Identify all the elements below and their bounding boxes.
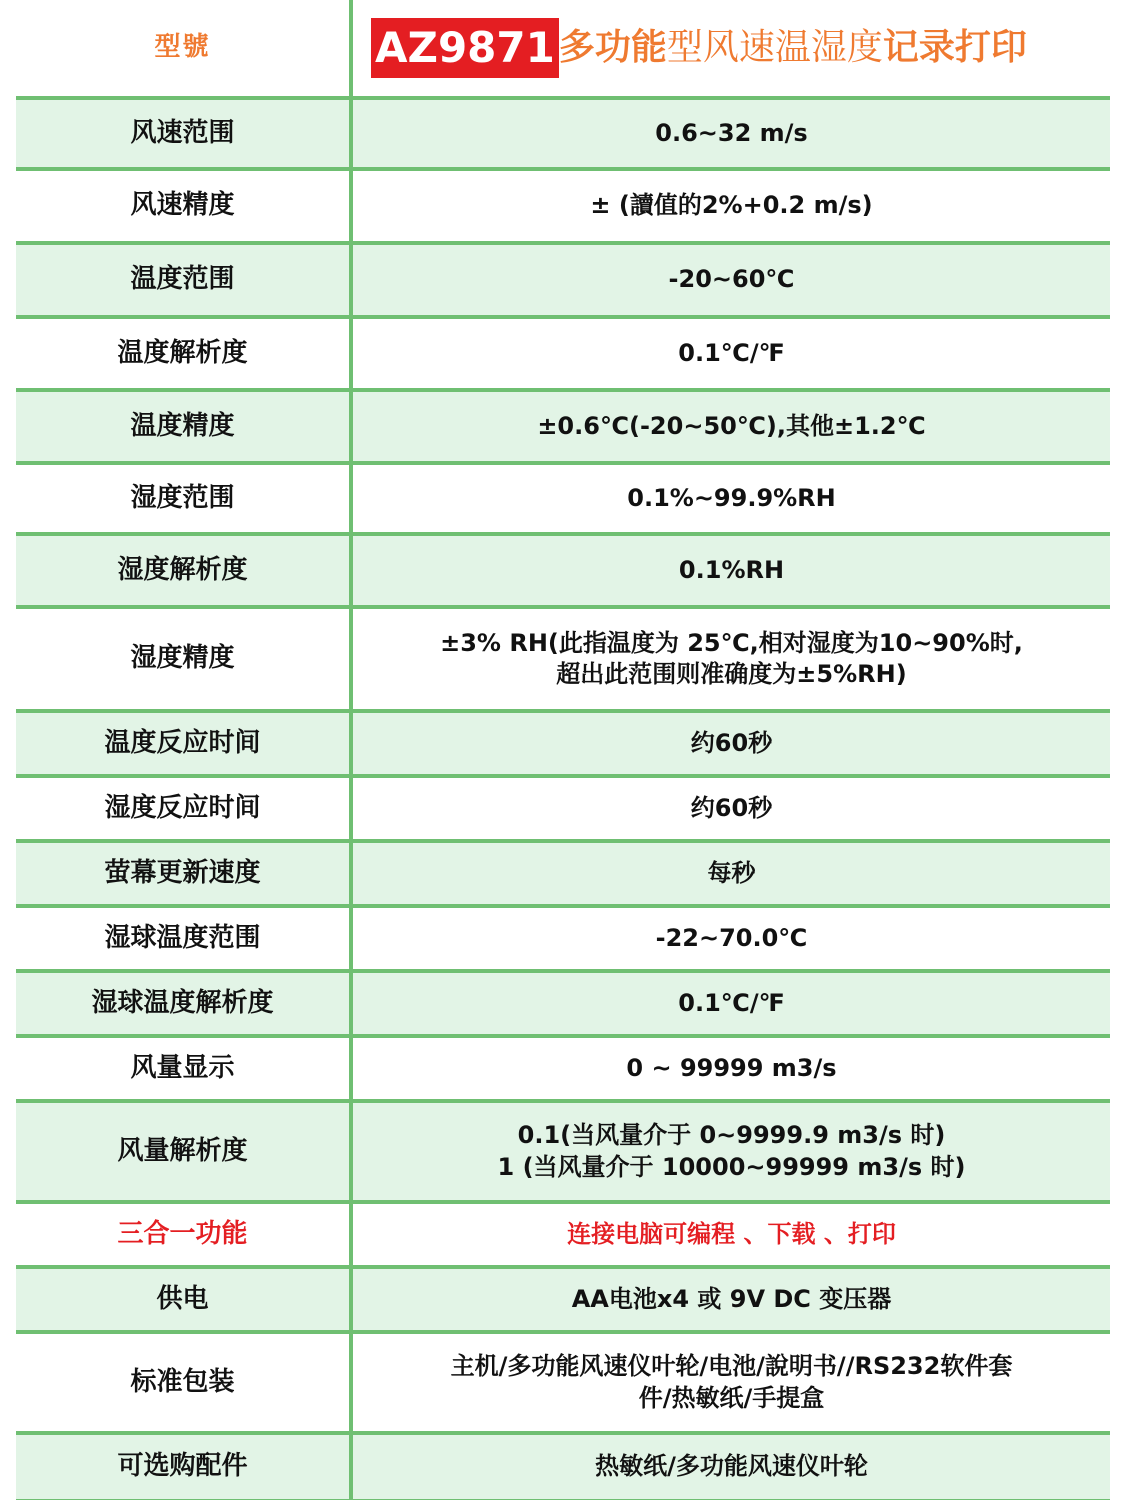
spec-value: -22~70.0℃ xyxy=(353,908,1110,969)
spec-value xyxy=(353,1103,1110,1200)
spec-value: 连接电脑可编程 、下载 、打印 xyxy=(353,1204,1110,1265)
spec-label: 风速精度 xyxy=(16,171,353,241)
spec-label: 风量显示 xyxy=(16,1038,353,1099)
spec-value xyxy=(353,609,1110,709)
spec-label: 温度范围 xyxy=(16,245,353,315)
spec-value-line: 超出此范围则准确度为±5%RH) xyxy=(556,660,907,688)
table-row xyxy=(16,778,1110,839)
table-row xyxy=(16,319,1110,388)
spec-label: 风量解析度 xyxy=(16,1103,353,1200)
table-row xyxy=(16,245,1110,315)
table-row xyxy=(16,171,1110,241)
spec-value: 0.1%~99.9%RH xyxy=(353,465,1110,532)
spec-label: 湿球温度范围 xyxy=(16,908,353,969)
spec-label: 温度反应时间 xyxy=(16,713,353,774)
spec-label: 湿度反应时间 xyxy=(16,778,353,839)
spec-label: 风速范围 xyxy=(16,100,353,167)
spec-label: 供电 xyxy=(16,1269,353,1330)
spec-value: 0 ~ 99999 m3/s xyxy=(353,1038,1110,1099)
spec-label: 温度解析度 xyxy=(16,319,353,388)
spec-table xyxy=(16,0,1110,1503)
spec-label: 湿度范围 xyxy=(16,465,353,532)
table-row xyxy=(16,1038,1110,1099)
spec-label: 萤幕更新速度 xyxy=(16,843,353,904)
spec-label: 湿度解析度 xyxy=(16,536,353,605)
product-title xyxy=(353,0,1110,96)
table-row xyxy=(16,843,1110,904)
table-row xyxy=(16,1269,1110,1330)
model-number-badge: AZ9871 xyxy=(371,18,559,79)
spec-value: ± (讀值的2%+0.2 m/s) xyxy=(353,171,1110,241)
table-row xyxy=(16,1103,1110,1200)
title-part-3: 记录打印 xyxy=(882,26,1027,68)
title-part-2: 型风速温湿度 xyxy=(666,26,883,68)
spec-value-line: 主机/多功能风速仪叶轮/电池/說明书//RS232软件套 xyxy=(450,1352,1013,1381)
spec-value-line: 0.1(当风量介于 0~9999.9 m3/s 时) xyxy=(517,1121,946,1150)
spec-label: 湿球温度解析度 xyxy=(16,973,353,1034)
table-row xyxy=(16,1334,1110,1431)
spec-value: 0.1℃/℉ xyxy=(353,319,1110,388)
spec-value: 0.1℃/℉ xyxy=(353,973,1110,1034)
table-row xyxy=(16,908,1110,969)
model-heading: 型號 xyxy=(16,0,353,96)
spec-value-line: 1 (当风量介于 10000~99999 m3/s 时) xyxy=(497,1152,966,1181)
spec-label: 温度精度 xyxy=(16,392,353,461)
spec-label: 湿度精度 xyxy=(16,609,353,709)
spec-value: 每秒 xyxy=(353,843,1110,904)
table-row xyxy=(16,100,1110,167)
spec-value: 0.1%RH xyxy=(353,536,1110,605)
table-row xyxy=(16,536,1110,605)
spec-value xyxy=(353,1334,1110,1431)
table-row xyxy=(16,392,1110,461)
spec-value: AA电池x4 或 9V DC 变压器 xyxy=(353,1269,1110,1330)
table-row xyxy=(16,973,1110,1034)
title-part-1: 多功能 xyxy=(558,26,667,68)
spec-value: 约60秒 xyxy=(353,713,1110,774)
spec-value: 约60秒 xyxy=(353,778,1110,839)
spec-label: 可选购配件 xyxy=(16,1435,353,1499)
table-header xyxy=(16,0,1110,96)
spec-value: 热敏纸/多功能风速仪叶轮 xyxy=(353,1435,1110,1499)
table-row xyxy=(16,609,1110,709)
table-row xyxy=(16,465,1110,532)
spec-value: 0.6~32 m/s xyxy=(353,100,1110,167)
spec-label: 标准包装 xyxy=(16,1334,353,1431)
table-row-highlight xyxy=(16,1204,1110,1265)
spec-value: ±0.6℃(-20~50℃),其他±1.2℃ xyxy=(353,392,1110,461)
spec-sheet xyxy=(16,0,1110,1500)
spec-label: 三合一功能 xyxy=(16,1204,353,1265)
spec-value: -20~60℃ xyxy=(353,245,1110,315)
table-row xyxy=(16,1435,1110,1499)
spec-value-line: 件/热敏纸/手提盒 xyxy=(638,1383,825,1412)
spec-value-line: ±3% RH(此指温度为 25℃,相对湿度为10~90%时, xyxy=(440,628,1023,657)
table-row xyxy=(16,713,1110,774)
